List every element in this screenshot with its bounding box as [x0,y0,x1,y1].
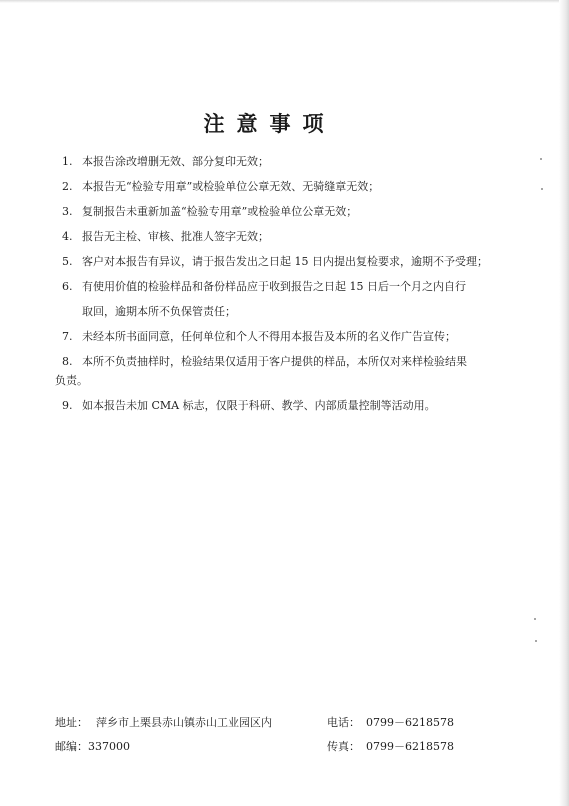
note-text: 本所不负责抽样时，检验结果仅适用于客户提供的样品，本所仅对来样检验结果 [82,355,467,368]
address-label: 地址： [55,716,88,729]
note-text: 本报告涂改增删无效、部分复印无效； [82,155,269,168]
fax-label: 传真： [327,740,360,753]
notes-list [55,152,510,421]
note-number: 9. [62,399,73,412]
note-text: 如本报告未加 CMA 标志，仅限于科研、教学、内部质量控制等活动用。 [82,399,436,412]
note-number: 6. [62,280,73,293]
note-text: 报告无主检、审核、批准人签字无效； [82,230,269,243]
postcode-label: 邮编： [55,740,88,753]
note-item-1 [62,152,510,171]
note-item-5 [62,252,510,271]
footer-phone [327,714,454,730]
note-number: 3. [62,205,73,218]
phone-label: 电话： [327,716,360,729]
note-number: 7. [62,330,73,343]
note-item-8 [55,352,510,390]
note-text-continued: 负责。 [55,374,88,387]
page-title: 注意事项 [203,111,336,136]
footer-postcode [55,738,130,754]
note-number: 5. [62,255,73,268]
scan-top-edge [0,0,569,3]
note-item-2 [62,177,510,196]
note-item-7 [62,327,510,346]
scan-right-edge [559,0,569,806]
fax-value: 0799－6218578 [366,740,454,753]
note-number: 8. [62,355,73,368]
scan-speck [535,640,537,642]
address-value: 萍乡市上栗县赤山镇赤山工业园区内 [96,716,272,729]
scan-speck [540,158,542,160]
note-item-4 [62,227,510,246]
note-number: 2. [62,180,73,193]
postcode-value: 337000 [88,740,130,753]
note-item-9 [62,396,510,415]
note-text: 有使用价值的检验样品和备份样品应于收到报告之日起 15 日后一个月之内自行 [82,280,466,293]
footer-fax [327,738,454,754]
note-number: 1. [62,155,73,168]
scan-speck [541,188,543,190]
scan-speck [534,618,536,620]
note-number: 4. [62,230,73,243]
footer-address [55,714,272,730]
note-text: 本报告无“检验专用章”或检验单位公章无效、无骑缝章无效； [82,180,380,193]
note-text: 客户对本报告有异议，请于报告发出之日起 15 日内提出复检要求，逾期不予受理； [82,255,488,268]
note-text: 复制报告未重新加盖“检验专用章”或检验单位公章无效； [82,205,358,218]
note-text-continued: 取回，逾期本所不负保管责任； [82,305,236,318]
note-item-3 [62,202,510,221]
note-item-6 [62,277,510,321]
phone-value: 0799－6218578 [366,716,454,729]
note-text: 未经本所书面同意，任何单位和个人不得用本报告及本所的名义作广告宣传； [82,330,456,343]
